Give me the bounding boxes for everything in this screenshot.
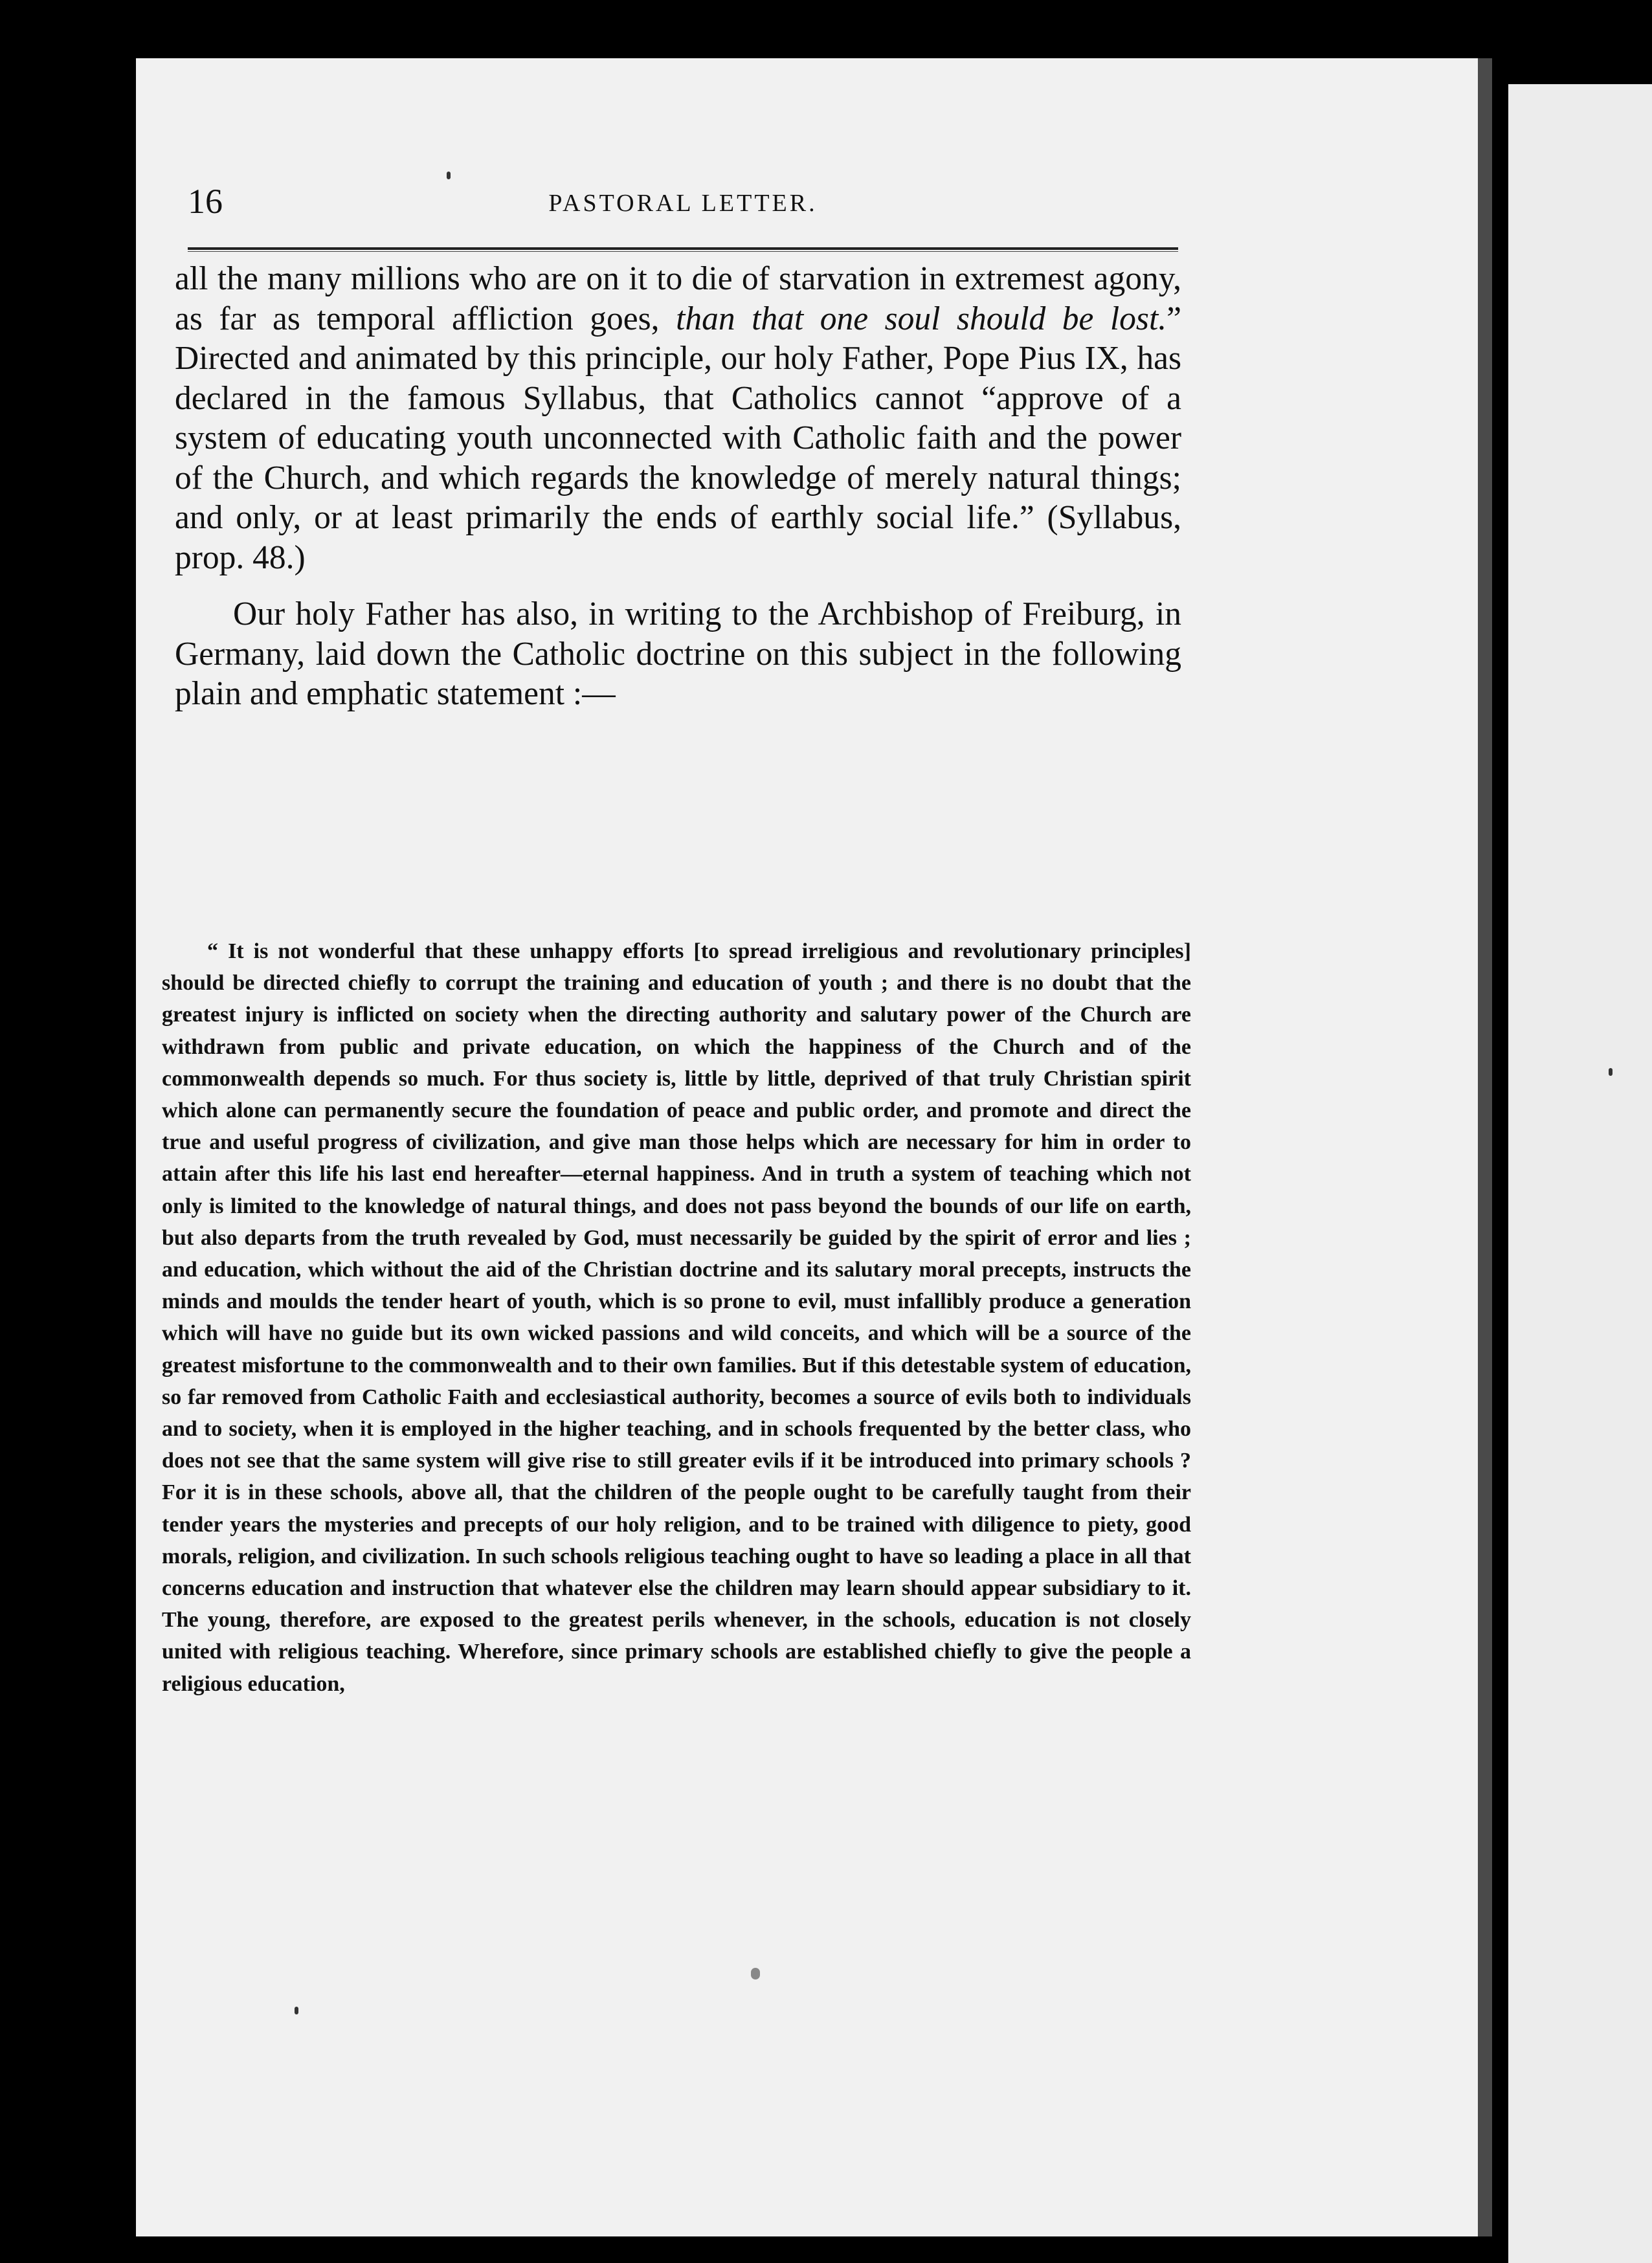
paragraph-1: [175, 259, 1181, 577]
paragraph-1-start: all the many millions who are on it to die of starvation in extremest agony, as far as temporal affliction goes,: [175, 260, 1181, 337]
quotation-block: “ It is not wonderful that these unhappy efforts [to spread irreligious and revolutionary principles] should be directed chiefly to corrupt the training and education of youth ; and there is no doubt that the greatest injury is inflicted on society when the directing authority and salutary power of the Church are withdrawn from public and private education, on which the happiness of the Church and of the commonwealth depends so much. For thus society is, little by little, deprived of that truly Christian spirit which alone can permanently secure the foundation of peace and public order, and promote and direct the true and useful progress of civilization, and give man those helps which are necessary for him in order to attain after this life his last end hereafter—eternal happiness. And in truth a system of teaching which not only is limited to the knowledge of natural things, and does not pass beyond the bounds of our life on earth, but also departs from the truth revealed by God, must necessarily be guided by the spirit of error and lies ; and education, which without the aid of the Christian doctrine and its salutary moral precepts, instructs the minds and moulds the tender heart of youth, which is so prone to evil, must infallibly produce a generation which will have no guide but its own wicked passions and wild conceits, and which will be a source of the greatest misfortune to the commonwealth and to their own families. But if this detestable system of education, so far removed from Catholic Faith and ecclesiastical authority, becomes a source of evils both to individuals and to society, when it is employed in the higher teaching, and in schools frequented by the better class, who does not see that the same system will give rise to still greater evils if it be introduced into primary schools ? For it is in these schools, above all, that the children of the people ought to be carefully taught from their tender years the mysteries and precepts of our holy religion, and to be trained with diligence to piety, good morals, religion, and civilization. In such schools religious teaching ought to have so leading a place in all that concerns education and instruction that whatever else the children may learn should appear subsidiary to it. The young, therefore, are exposed to the greatest perils whenever, in the schools, education is not closely united with religious teaching. Wherefore, since primary schools are established chiefly to give the people a religious education,: [162, 939, 1191, 1696]
header-rule: [188, 247, 1178, 252]
main-text: [175, 259, 1181, 714]
paper-speck: [295, 2007, 298, 2014]
paragraph-1-end: ” Directed and animated by this principle, our holy Father, Pope Pius IX, has declared in the famous Syllabus, that Catholics cannot “approve of a system of educating youth unconnected with Catholic faith and the power of the Church, and which regards the knowledge of merely natural things; and only, or at least primarily the ends of earthly social life.” (Syllabus, prop. 48.): [175, 300, 1182, 576]
paper-speck: [1609, 1068, 1613, 1076]
paper-speck: [447, 172, 451, 179]
adjacent-page-edge: [1508, 84, 1652, 2263]
paper-speck: [751, 1968, 760, 1979]
running-head: PASTORAL LETTER.: [548, 190, 818, 217]
page-header: [188, 181, 1178, 220]
paragraph-1-emphasis: than that one soul should be lost.: [676, 300, 1167, 337]
page-number: 16: [188, 182, 223, 221]
paragraph-2: Our holy Father has also, in writing to the Archbishop of Freiburg, in Germany, laid down the Catholic doctrine on this subject in the following plain and emphatic statement :—: [175, 596, 1181, 712]
